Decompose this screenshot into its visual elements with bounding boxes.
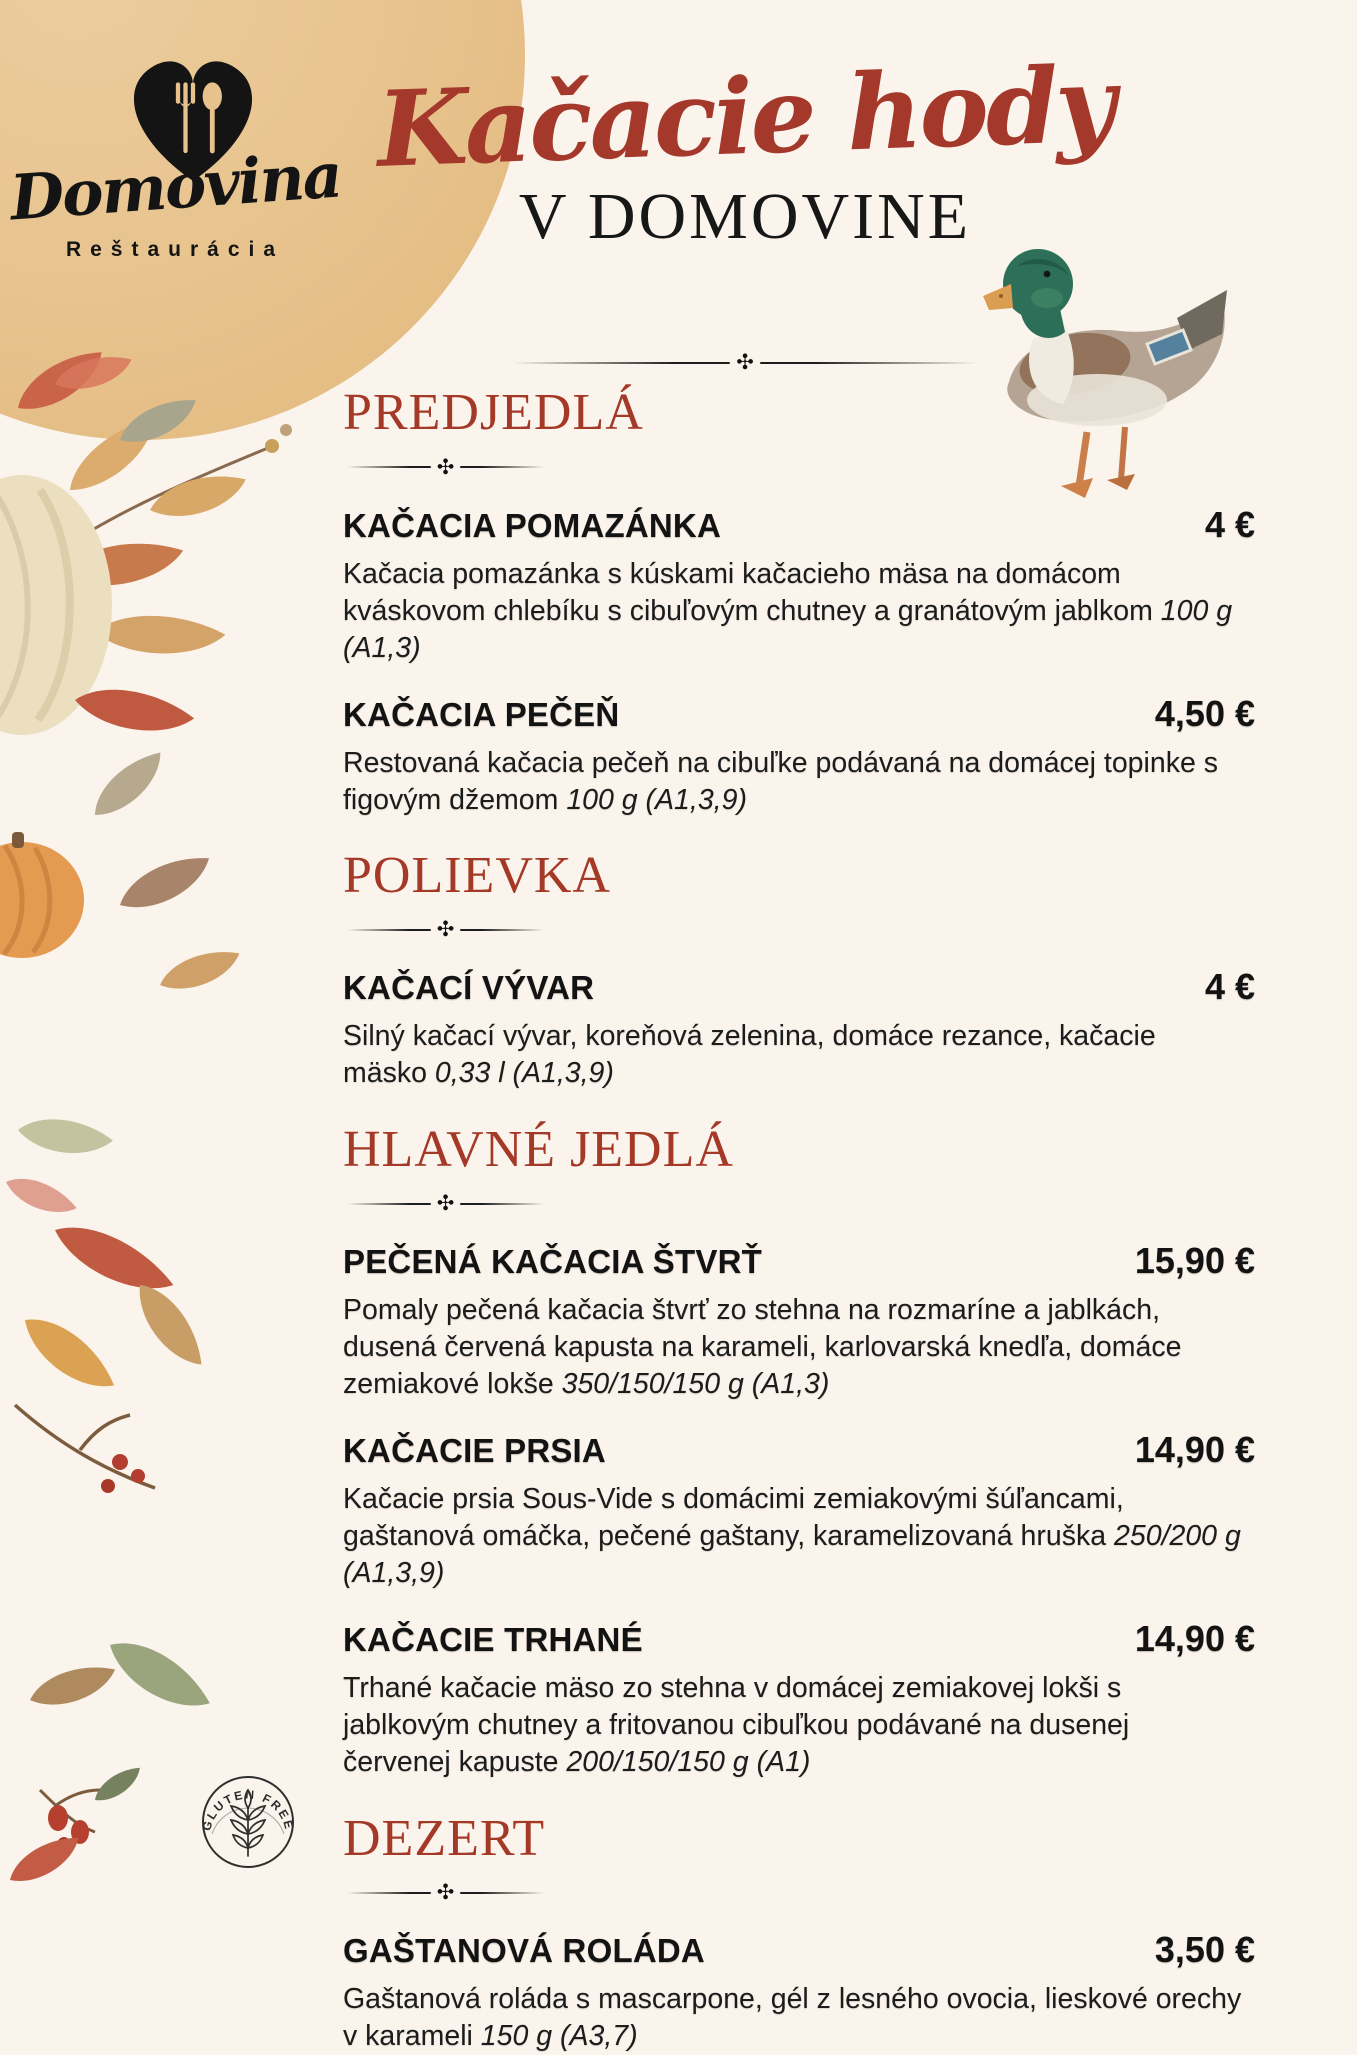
item-portion: 350/150/150 g (A1,3) <box>561 1368 830 1401</box>
section-heading: HLAVNÉ JEDLÁ <box>343 1120 734 1178</box>
section-divider <box>343 1193 548 1214</box>
menu-item <box>343 1240 1255 1403</box>
item-description: Pomaly pečená kačacia štvrť zo stehna na rozmaríne a jablkách, dusená červená kapusta na karameli, karlovarská knedľa, domáce zemiakové lokše 350/150/150 g (A1,3) <box>343 1294 1182 1401</box>
item-description: Restovaná kačacia pečeň na cibuľke podávaná na domácej topinke s figovým džemom 100 g (A1,3,9) <box>343 746 1218 816</box>
item-portion: 100 g (A1,3,9) <box>566 783 747 816</box>
menu-content <box>343 386 1255 2055</box>
item-price: 4 € <box>1204 503 1255 545</box>
item-title: KAČACÍ VÝVAR <box>343 969 595 1007</box>
item-description: Trhané kačacie mäso zo stehna v domácej zemiakovej lokši s jablkovým chutney a fritovanou cibuľkou podávané na dusenej červenej kapuste 200/150/150 g (A1) <box>343 1672 1130 1779</box>
gluten-free-badge <box>198 1772 298 1872</box>
item-price: 14,90 € <box>1134 1618 1255 1660</box>
item-portion: 250/200 g (A1,3,9) <box>343 1520 1241 1590</box>
menu-title-sub: V DOMOVINE <box>518 180 972 254</box>
menu-item <box>343 1618 1255 1781</box>
item-description: Kačacie prsia Sous-Vide s domácimi zemiakovými šúľancami, gaštanová omáčka, pečené gaštany, karamelizovaná hruška 250/200 g (A1,3,9) <box>343 1483 1241 1590</box>
item-title: GAŠTANOVÁ ROLÁDA <box>343 1932 705 1970</box>
gluten-free-label: GLUTEN FREE <box>199 1787 297 1833</box>
section-dezert <box>343 1809 1255 2055</box>
item-title: KAČACIA PEČEŇ <box>343 695 620 733</box>
section-heading: DEZERT <box>343 1809 546 1867</box>
section-predjedla <box>343 386 1255 819</box>
menu-item <box>343 1929 1255 2055</box>
menu-item <box>343 504 1255 667</box>
item-portion: 100 g (A1,3) <box>343 594 1233 664</box>
section-heading: PREDJEDLÁ <box>343 384 644 441</box>
divider-ornament: ✣ <box>736 350 754 374</box>
menu-item <box>343 966 1255 1092</box>
item-description: Silný kačací vývar, koreňová zelenina, domáce rezance, kačacie mäsko 0,33 l (A1,3,9) <box>343 1020 1156 1090</box>
divider-ornament: ✣ <box>436 1191 455 1216</box>
item-price: 14,90 € <box>1134 1429 1255 1471</box>
item-description: Kačacia pomazánka s kúskami kačacieho mäsa na domácom kváskovom chlebíku s cibuľovým chutney a granátovým jablkom 100 g (A1,3) <box>343 557 1233 664</box>
section-hlavne-jedla <box>343 1120 1255 1782</box>
item-title: KAČACIE PRSIA <box>343 1432 606 1470</box>
menu-item <box>343 693 1255 819</box>
item-price: 15,90 € <box>1134 1240 1255 1282</box>
item-price: 4 € <box>1204 966 1255 1008</box>
item-price: 3,50 € <box>1154 1929 1255 1971</box>
section-divider <box>343 1882 548 1903</box>
divider-ornament: ✣ <box>436 454 455 479</box>
autumn-foliage-decoration <box>0 370 310 1920</box>
item-portion: 200/150/150 g (A1) <box>566 1746 811 1779</box>
logo-name: Domovina <box>7 138 344 235</box>
logo-subtitle: Reštaurácia <box>65 238 285 261</box>
item-portion: 150 g (A3,7) <box>480 2020 638 2053</box>
menu-header <box>370 42 1120 254</box>
item-price: 4,50 € <box>1154 692 1255 734</box>
item-title: KAČACIE TRHANÉ <box>343 1621 643 1659</box>
menu-item <box>343 1429 1255 1592</box>
section-polievka <box>343 846 1255 1093</box>
item-title: PEČENÁ KAČACIA ŠTVRŤ <box>343 1243 762 1281</box>
header-divider <box>495 352 995 373</box>
divider-ornament: ✣ <box>436 917 455 942</box>
section-divider <box>343 919 548 940</box>
item-description: Gaštanová roláda s mascarpone, gél z lesného ovocia, lieskové orechy v karameli 150 g (A3,7) <box>343 1983 1242 2053</box>
section-divider <box>343 454 548 479</box>
item-portion: 0,33 l (A1,3,9) <box>434 1057 614 1090</box>
item-title: KAČACIA POMAZÁNKA <box>343 506 721 544</box>
section-heading: POLIEVKA <box>343 846 611 904</box>
divider-ornament: ✣ <box>436 1880 455 1905</box>
menu-title-script: Kačacie hody <box>375 42 1115 191</box>
